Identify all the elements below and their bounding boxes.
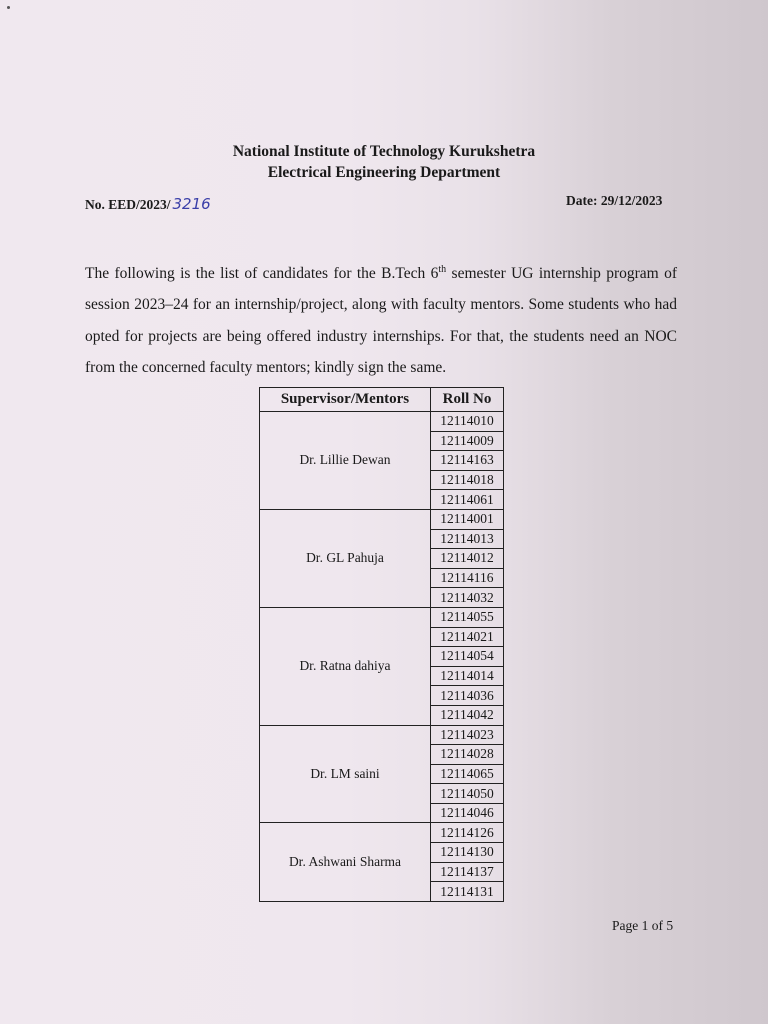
- roll-number: 12114028: [431, 745, 504, 765]
- roll-number: 12114130: [431, 843, 504, 863]
- roll-number: 12114010: [431, 412, 504, 432]
- roll-number: 12114126: [431, 823, 504, 843]
- roll-number: 12114001: [431, 509, 504, 529]
- roll-number: 12114021: [431, 627, 504, 647]
- page-number: Page 1 of 5: [612, 918, 674, 933]
- roll-number: 12114036: [431, 686, 504, 706]
- handwritten-reference-number: 3216: [172, 195, 211, 213]
- roll-number: 12114137: [431, 862, 504, 882]
- roll-number: 12114018: [431, 470, 504, 490]
- table-row: [260, 412, 504, 432]
- roll-number: 12114116: [431, 568, 504, 588]
- table-row: [260, 607, 504, 627]
- roll-number: 12114055: [431, 607, 504, 627]
- roll-number: 12114023: [431, 725, 504, 745]
- table-row: [260, 823, 504, 843]
- intro-paragraph: [85, 258, 677, 384]
- table-row: [260, 725, 504, 745]
- roll-number: 12114009: [431, 431, 504, 451]
- ordinal-suffix: th: [438, 263, 447, 275]
- institute-name: National Institute of Technology Kurukshetra: [232, 143, 536, 160]
- mentor-name: Dr. Ratna dahiya: [260, 607, 431, 725]
- roll-number: 12114061: [431, 490, 504, 510]
- table-body: [260, 412, 504, 902]
- table-row: [260, 509, 504, 529]
- header-roll-no: Roll No: [431, 388, 504, 412]
- mentor-roll-table: [259, 387, 504, 902]
- intro-text-rest: semester UG internship program of session 2023–24 for an internship/project, along with faculty mentors. Some students who had opted for projects are being offered industry internships. For that, the students need an NOC from the concerned faculty mentors; kindly sign the same.: [85, 264, 677, 376]
- reference-number: [85, 195, 211, 213]
- roll-number: 12114131: [431, 882, 504, 902]
- roll-number: 12114046: [431, 803, 504, 823]
- roll-number: 12114163: [431, 451, 504, 471]
- roll-number: 12114032: [431, 588, 504, 608]
- mentor-name: Dr. GL Pahuja: [260, 509, 431, 607]
- roll-number: 12114065: [431, 764, 504, 784]
- department-name: Electrical Engineering Department: [267, 164, 501, 181]
- roll-number: 12114054: [431, 647, 504, 667]
- roll-number: 12114042: [431, 705, 504, 725]
- letter-date: Date: 29/12/2023: [566, 193, 663, 208]
- scan-speck: [7, 6, 10, 9]
- roll-number: 12114014: [431, 666, 504, 686]
- mentor-name: Dr. LM saini: [260, 725, 431, 823]
- mentor-name: Dr. Ashwani Sharma: [260, 823, 431, 901]
- roll-number: 12114013: [431, 529, 504, 549]
- roll-number: 12114012: [431, 549, 504, 569]
- letterhead: [0, 141, 768, 183]
- roll-number: 12114050: [431, 784, 504, 804]
- reference-label: No. EED/2023/: [85, 197, 171, 212]
- table-header-row: [260, 388, 504, 412]
- intro-text-start: The following is the list of candidates for the B.Tech 6: [85, 264, 439, 282]
- mentor-name: Dr. Lillie Dewan: [260, 412, 431, 510]
- header-supervisor: Supervisor/Mentors: [260, 388, 431, 412]
